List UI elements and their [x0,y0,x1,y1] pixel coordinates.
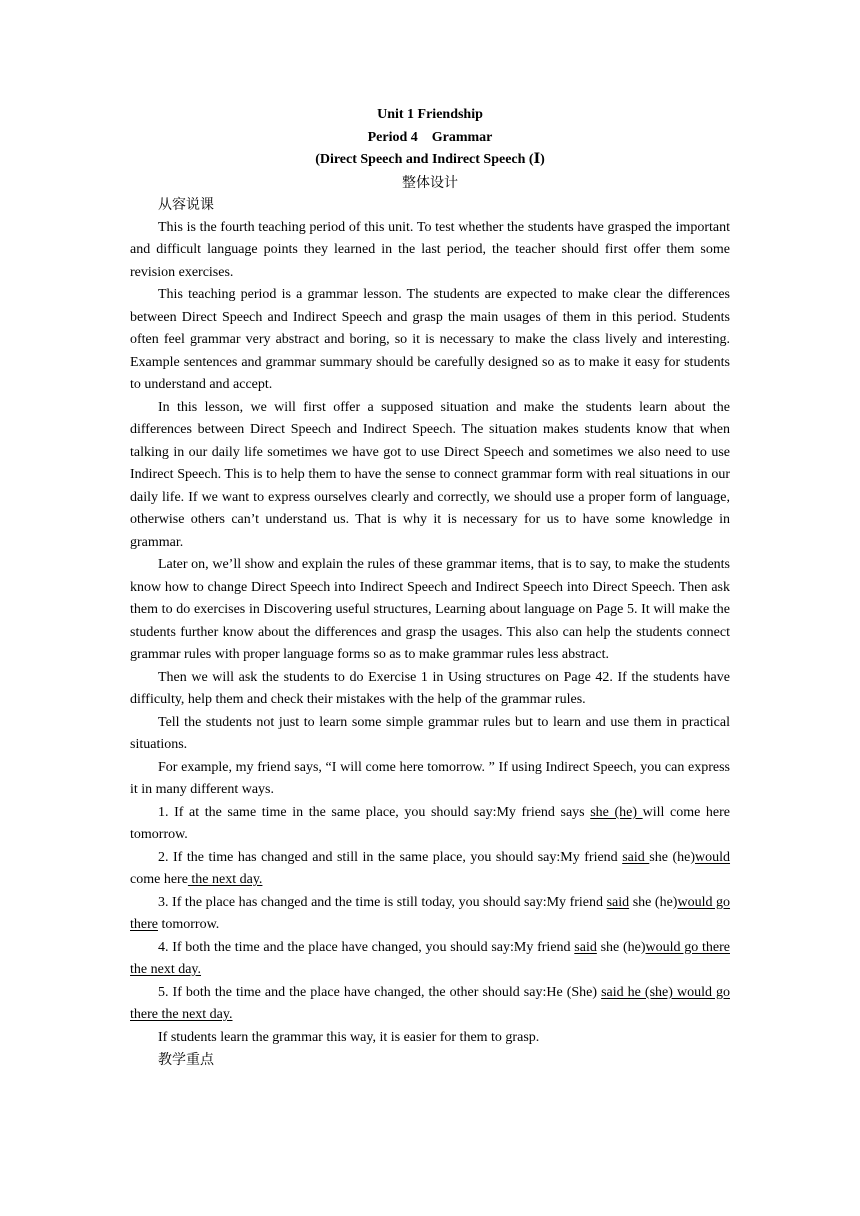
paragraph-4: Later on, we’ll show and explain the rules of these grammar items, that is to say, to make the students know how to change Direct Speech into Indirect Speech and Indirect Speech into Direct Speech. Then ask them to do exercises in Discovering useful structures, Learning about language on Page 5. It will make the students further know about the differences and grasp the usages. This also can help the students connect grammar rules with proper language forms so as to make grammar rules less abstract. [130,557,730,662]
paragraph-2: This teaching period is a grammar lesson. The students are expected to make clear the differences between Direct Speech and Indirect Speech and grasp the main usages of them in this period. Students often feel grammar very abstract and boring, so it is necessary to make the class lively and interesting. Example sentences and grammar summary should be carefully designed so as to make it easy for students to understand and accept. [130,287,730,392]
item-text: 4. If both the time and the place have changed, you should say:My friend [158,939,575,955]
item-text: come here [130,872,188,887]
item-text: 2. If the time has changed and still in the same place, you should say:My friend [158,849,623,865]
item-text: she (he) [596,939,646,955]
paragraph-8: If students learn the grammar this way, it is easier for them to grasp. [158,1029,540,1045]
item-text: she (he) [629,894,678,910]
item-text: 3. If the place has changed and the time is still today, you should say:My friend [158,894,607,910]
item-text: tomorrow. [157,917,220,932]
underlined-phrase: said [574,939,597,955]
document-page [130,104,730,1072]
underlined-phrase: said [606,894,630,910]
paragraph-3: In this lesson, we will first offer a supposed situation and make the students learn about the differences between Direct Speech and Indirect Speech. The situation makes students know that when talking in our daily life sometimes we have got to use Direct Speech and sometimes we also need to use Indirect Speech. This is to help them to have the sense to connect grammar form with real situations in our daily life. If we want to express ourselves clearly and correctly, we should use a proper form of language, otherwise others can’t understand us. That is why it is necessary for us to have some knowledge in grammar. [130,399,730,550]
example-item-4 [130,937,730,982]
section-heading-lesson-talk: 从容说课 [158,197,214,213]
example-item-1 [130,802,730,847]
design-heading: 整体设计 [402,174,458,191]
section-heading-teaching-focus: 教学重点 [158,1052,214,1068]
item-text: 5. If both the time and the place have changed, the other should say:He (She) [158,984,602,1000]
item-text: she (he) [649,849,696,865]
paragraph-5: Then we will ask the students to do Exercise 1 in Using structures on Page 42. If the students have difficulty, help them and check their mistakes with the help of the grammar rules. [130,669,730,707]
item-text: will come here tomorrow. [130,804,730,842]
topic-title: (Direct Speech and Indirect Speech (Ⅰ) [315,152,545,167]
paragraph-6: Tell the students not just to learn some simple grammar rules but to learn and use them in practical situations. [130,714,730,752]
underlined-phrase: would go there [130,894,731,932]
underlined-phrase: would [695,849,731,865]
unit-title: Unit 1 Friendship [377,107,483,122]
example-item-2 [130,847,730,892]
example-item-5 [130,982,730,1027]
item-text: 1. If at the same time in the same place, you should say:My friend says [158,804,591,820]
underlined-phrase: the next day. [187,872,263,887]
underlined-phrase: said he (she) would go there the next day. [130,984,730,1022]
underlined-phrase: would go there the next day. [130,939,730,977]
paragraph-7: For example, my friend says, “I will come here tomorrow. ” If using Indirect Speech, you can express it in many different ways. [130,759,730,797]
example-item-3 [130,892,730,937]
paragraph-1: This is the fourth teaching period of this unit. To test whether the students have grasped the important and difficult language points they learned in the last period, the teacher should first offer them some revision exercises. [130,219,730,280]
underlined-phrase: she (he) [590,804,643,820]
period-title: Period 4 Grammar [367,129,493,145]
underlined-phrase: said [622,849,650,865]
